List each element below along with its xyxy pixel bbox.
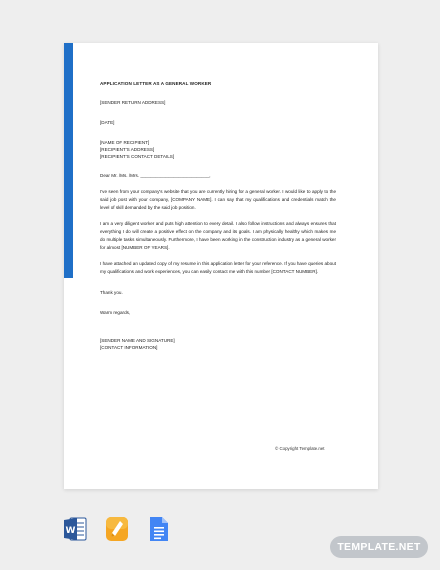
- compatible-apps: [63, 515, 171, 543]
- letter-date: [DATE]: [100, 120, 115, 125]
- pages-icon[interactable]: [105, 515, 129, 543]
- closing-line: Warm regards,: [100, 310, 131, 315]
- sender-signature: [SENDER NAME AND SIGNATURE]: [100, 338, 175, 343]
- signature-block: [100, 337, 336, 351]
- paragraph-3: I have attached an updated copy of my resume in this application letter for your reference. If you have queries about my qualifications and work experiences, you can easily contact me with this number [CONTACT NUMBER].: [100, 261, 336, 274]
- paragraph-1: I've seen from your company's website that you are currently hiring for a general worker. I would like to apply to the said job post with your company, [COMPANY NAME]. I can say that my qualifications and credentials match the level of skill demanded by the said job position.: [100, 189, 336, 210]
- sender-address: [SENDER RETURN ADDRESS]: [100, 100, 166, 105]
- letter-title: APPLICATION LETTER AS A GENERAL WORKER: [100, 81, 212, 86]
- paragraph-2: I am a very diligent worker and puts high attention to every detail. I also follow instructions and always ensures that everything I do will create a positive effect on the company and its goals. I am physically healthy which makes me do multiple tasks simultaneously. Furthermore, I have been working in the construction industry as a general worker for almost [NUMBER OF YEARS].: [100, 221, 336, 250]
- letter-body: [100, 81, 336, 351]
- brand-label: TEMPLATE.NET: [337, 541, 421, 553]
- salutation: Dear Mr. /Ms. /Mrs. ___________________________,: [100, 173, 211, 178]
- accent-bar: [64, 43, 73, 278]
- google-docs-icon[interactable]: [147, 515, 171, 543]
- recipient-block: [100, 139, 336, 160]
- copyright-note: [275, 446, 325, 451]
- recipient-address: [RECIPIENT'S ADDRESS]: [100, 147, 155, 152]
- document-page: [64, 43, 378, 489]
- word-icon[interactable]: [63, 515, 87, 543]
- sender-contact: [CONTACT INFORMATION]: [100, 345, 158, 350]
- recipient-name: [NAME OF RECIPIENT]: [100, 140, 150, 145]
- template-net-badge[interactable]: [330, 536, 428, 558]
- svg-text:W: W: [65, 526, 76, 536]
- copyright-text: © Copyright Template.net: [275, 446, 325, 451]
- recipient-contact: [RECIPIENT'S CONTACT DETAILS]: [100, 154, 175, 159]
- thanks-line: Thank you.: [100, 290, 123, 295]
